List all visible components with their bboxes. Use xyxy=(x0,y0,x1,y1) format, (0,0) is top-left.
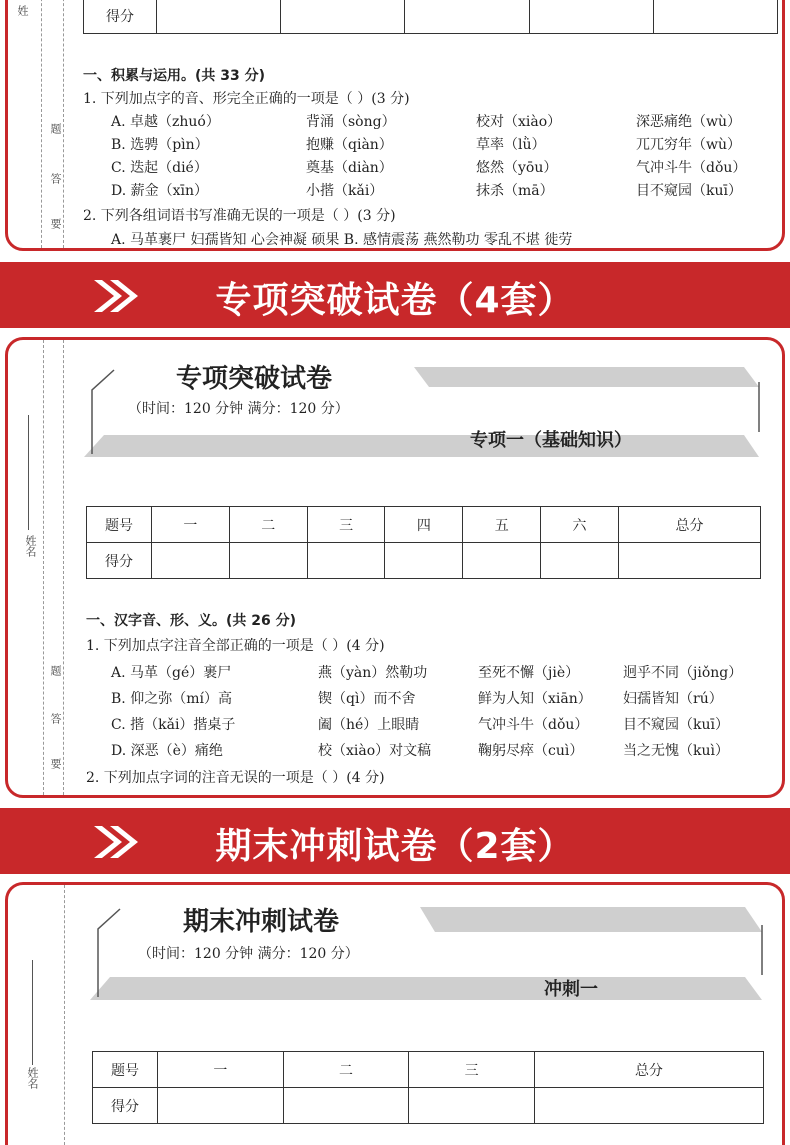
option-text: 气冲斗牛（dǒu） xyxy=(636,160,747,176)
option-text: 草率（lǜ） xyxy=(476,137,546,153)
question-text: 2. 下列各组词语书写准确无误的一项是（ ）(3 分) xyxy=(83,208,396,224)
table-header-cell: 总分 xyxy=(534,1052,763,1088)
option-text: D. 深恶（è）痛绝 xyxy=(111,743,223,759)
score-table xyxy=(83,0,778,34)
table-header-cell: 四 xyxy=(385,507,463,543)
option-text: C. 揩（kǎi）揩桌子 xyxy=(111,717,236,733)
score-entry-cell[interactable] xyxy=(152,543,230,579)
bottom-exam-panel xyxy=(5,882,785,1145)
table-row xyxy=(93,1088,764,1124)
table-header-cell: 一 xyxy=(152,507,230,543)
table-header-cell: 六 xyxy=(541,507,619,543)
table-cell[interactable] xyxy=(529,0,653,34)
side-mark: 答 xyxy=(49,173,62,184)
option-text: 气冲斗牛（dǒu） xyxy=(478,717,589,733)
option-text: 校对（xiào） xyxy=(476,114,562,130)
exam-subtitle: （时间：120 分钟 满分：120 分） xyxy=(128,401,349,417)
margin-line xyxy=(64,885,65,1145)
option-text: 抱赚（qiàn） xyxy=(306,137,393,153)
side-name-label: 姓 xyxy=(16,5,29,16)
table-row xyxy=(87,507,761,543)
option-text: 奠基（diàn） xyxy=(306,160,393,176)
table-cell[interactable] xyxy=(653,0,777,34)
option-text: 鞠躬尽瘁（cuì） xyxy=(478,743,584,759)
option-text: 小揩（kǎi） xyxy=(306,183,384,199)
table-row xyxy=(84,0,778,34)
option-text: 燕（yàn）然勒功 xyxy=(318,665,428,681)
score-table xyxy=(86,506,761,579)
margin-line xyxy=(43,340,44,795)
option-text: 锲（qì）而不舍 xyxy=(318,691,416,707)
score-table xyxy=(92,1051,764,1124)
side-name-label: 姓名 xyxy=(24,535,37,557)
option-text: 背涌（sòng） xyxy=(306,114,396,130)
option-text: 目不窥园（kuī） xyxy=(623,717,729,733)
option-text: 迥乎不同（jiǒng） xyxy=(623,665,743,681)
option-text: 鲜为人知（xiān） xyxy=(478,691,592,707)
score-entry-cell[interactable] xyxy=(283,1088,409,1124)
margin-line xyxy=(63,0,64,248)
option-text: 抹杀（mā） xyxy=(476,183,554,199)
score-entry-cell[interactable] xyxy=(534,1088,763,1124)
name-underline xyxy=(32,960,33,1065)
section-heading: 一、积累与运用。(共 33 分) xyxy=(83,68,266,84)
top-exam-panel xyxy=(5,0,785,251)
option-text: 深恶痛绝（wù） xyxy=(636,114,741,130)
exam-title: 期末冲刺试卷 xyxy=(183,907,340,937)
option-text: B. 仰之弥（mí）高 xyxy=(111,691,232,707)
score-entry-cell[interactable] xyxy=(158,1088,284,1124)
banner-title: 专项突破试卷（4套） xyxy=(215,280,575,321)
table-header-cell: 三 xyxy=(409,1052,535,1088)
table-cell: 得分 xyxy=(87,543,152,579)
table-row xyxy=(93,1052,764,1088)
option-text: 兀兀穷年（wù） xyxy=(636,137,741,153)
option-text: D. 薪金（xīn） xyxy=(111,183,209,199)
table-header-cell: 题号 xyxy=(87,507,152,543)
side-mark: 要 xyxy=(49,218,62,229)
option-text: 悠然（yōu） xyxy=(476,160,558,176)
section-banner xyxy=(0,808,790,874)
score-entry-cell[interactable] xyxy=(409,1088,535,1124)
table-cell[interactable] xyxy=(281,0,405,34)
table-header-cell: 二 xyxy=(229,507,307,543)
question-text: 1. 下列加点字注音全部正确的一项是（ ）(4 分) xyxy=(86,638,385,654)
side-mark: 答 xyxy=(49,713,62,724)
option-text: A. 卓越（zhuó） xyxy=(111,114,220,130)
option-text: 校（xiào）对文稿 xyxy=(318,743,432,759)
option-text: B. 选骋（pìn） xyxy=(111,137,209,153)
table-cell: 得分 xyxy=(93,1088,158,1124)
margin-line xyxy=(41,0,42,248)
option-text: 目不窥园（kuī） xyxy=(636,183,742,199)
side-mark: 题 xyxy=(49,665,62,676)
question-options-line: A. 马革裹尸 妇孺皆知 心会神凝 硕果 B. 感情震荡 燕然勒功 零乱不堪 徙劳 xyxy=(111,232,573,248)
table-header-cell: 三 xyxy=(307,507,385,543)
table-row xyxy=(87,543,761,579)
option-text: 妇孺皆知（rú） xyxy=(623,691,723,707)
table-header-cell: 题号 xyxy=(93,1052,158,1088)
side-mark: 题 xyxy=(49,123,62,134)
table-cell[interactable] xyxy=(157,0,281,34)
table-cell[interactable] xyxy=(405,0,529,34)
question-text: 1. 下列加点字的音、形完全正确的一项是（ ）(3 分) xyxy=(83,91,410,107)
exam-subtitle: （时间：120 分钟 满分：120 分） xyxy=(138,946,359,962)
score-entry-cell[interactable] xyxy=(541,543,619,579)
table-header-cell: 二 xyxy=(283,1052,409,1088)
section-banner xyxy=(0,262,790,328)
margin-line xyxy=(63,340,64,795)
table-header-cell: 总分 xyxy=(618,507,760,543)
exam-section-title: 专项一（基础知识） xyxy=(470,430,632,451)
score-entry-cell[interactable] xyxy=(229,543,307,579)
banner-title: 期末冲刺试卷（2套） xyxy=(215,826,575,867)
exam-title: 专项突破试卷 xyxy=(176,364,333,394)
table-header-cell: 五 xyxy=(463,507,541,543)
side-mark: 要 xyxy=(49,758,62,769)
table-cell: 得分 xyxy=(84,0,157,34)
side-name-label: 姓名 xyxy=(26,1067,39,1089)
exam-section-title: 冲刺一 xyxy=(544,979,598,1000)
score-entry-cell[interactable] xyxy=(463,543,541,579)
score-entry-cell[interactable] xyxy=(618,543,760,579)
option-text: A. 马革（gé）裹尸 xyxy=(111,665,232,681)
table-header-cell: 一 xyxy=(158,1052,284,1088)
score-entry-cell[interactable] xyxy=(385,543,463,579)
question-text: 2. 下列加点字词的注音无误的一项是（ ）(4 分) xyxy=(86,770,385,786)
score-entry-cell[interactable] xyxy=(307,543,385,579)
option-text: C. 迭起（dié） xyxy=(111,160,208,176)
name-underline xyxy=(28,415,29,530)
option-text: 阖（hé）上眼睛 xyxy=(318,717,420,733)
option-text: 至死不懈（jiè） xyxy=(478,665,580,681)
section-heading: 一、汉字音、形、义。(共 26 分) xyxy=(86,613,297,629)
option-text: 当之无愧（kuì） xyxy=(623,743,729,759)
middle-exam-panel xyxy=(5,337,785,798)
